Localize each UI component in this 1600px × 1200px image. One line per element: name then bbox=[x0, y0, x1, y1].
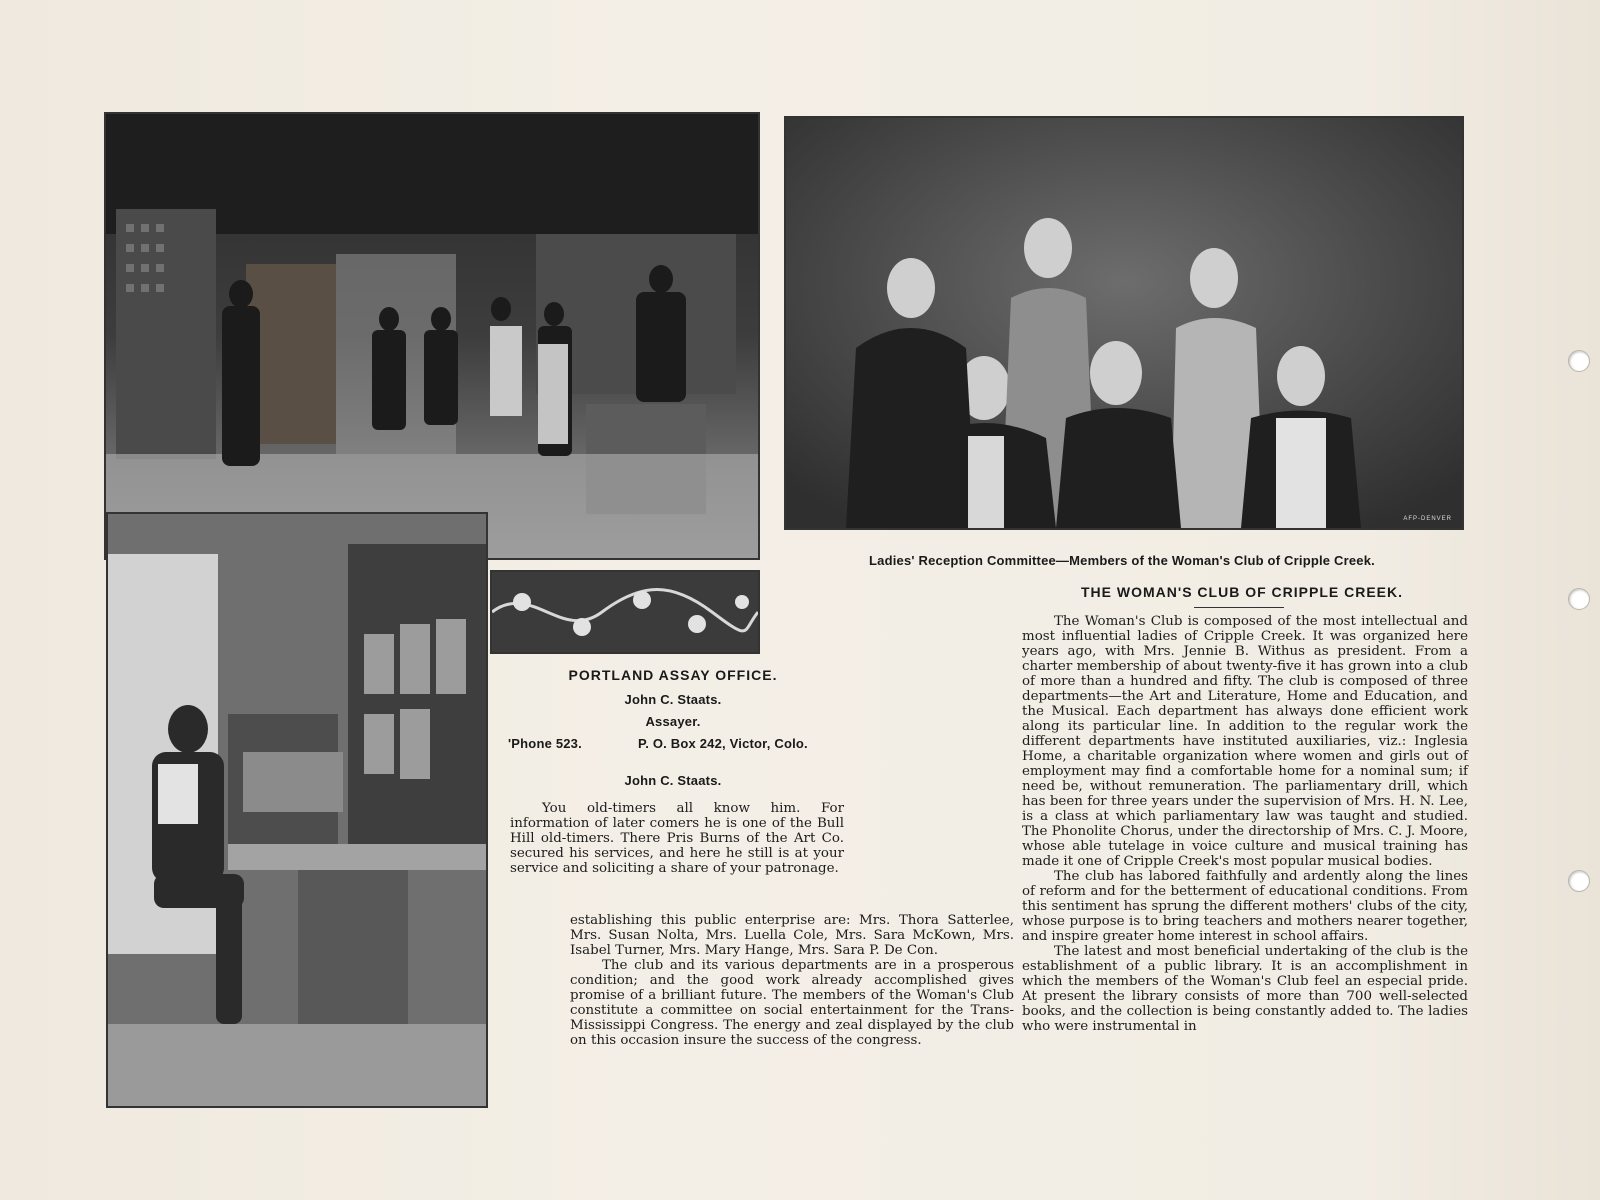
assay-phone: 'Phone 523. bbox=[508, 736, 582, 751]
assay-office-interior-image bbox=[106, 114, 758, 558]
woman-club-heading: THE WOMAN'S CLUB OF CRIPPLE CREEK. bbox=[1081, 584, 1403, 600]
woman-club-body bbox=[1022, 614, 1468, 1034]
ladies-committee-image bbox=[786, 118, 1462, 528]
woman-club-paragraph-3: The latest and most beneficial undertaking of the club is the establishment of a public library. It is an accomplishment in which the members of the Woman's Club feel an especial pride. At present the library consists of more than 700 well-selected books, and the collection is being constantly added to. The ladies who were instrumental in bbox=[1022, 944, 1468, 1034]
woman-club-paragraph-2: The club has labored faithfully and ardently along the lines of reform and for the betterment of educational conditions. From this sentiment has sprung the different mothers' clubs of the city, whose purpose is to bring teachers and mothers nearer together, and inspire greater home interest in school affairs. bbox=[1022, 869, 1468, 944]
woman-club-continued-paragraph-2: The club and its various departments are in a prosperous condition; and the good work already accomplished gives promise of a brilliant future. The members of the Woman's Club constitute a committee on social entertainment for the Trans-Mississippi Congress. The energy and zeal displayed by the club on this occasion insure the success of the congress. bbox=[570, 958, 1014, 1048]
photo-assayer-at-desk bbox=[106, 512, 488, 1108]
assay-owner-name: John C. Staats. bbox=[624, 692, 722, 707]
assay-owner-role: Assayer. bbox=[645, 714, 701, 729]
binder-hole-top bbox=[1568, 350, 1590, 372]
decorative-floral-ornament bbox=[490, 570, 760, 654]
floral-ornament-image bbox=[492, 572, 758, 652]
woman-club-continued bbox=[570, 913, 1014, 1048]
ladies-photo-caption: Ladies' Reception Committee—Members of the Woman's Club of Cripple Creek. bbox=[869, 553, 1375, 568]
assayer-at-desk-image bbox=[108, 514, 486, 1106]
assay-body-paragraph: You old-timers all know him. For information of later comers he is one of the Bull Hill old-timers. There Pris Burns of the Art Co. secured his services, and here he still is at your service and soliciting a share of your patronage. bbox=[510, 801, 844, 876]
binder-hole-middle bbox=[1568, 588, 1590, 610]
assay-body bbox=[510, 801, 844, 876]
assay-office-title: PORTLAND ASSAY OFFICE. bbox=[568, 667, 778, 683]
binder-hole-bottom bbox=[1568, 870, 1590, 892]
assay-address: P. O. Box 242, Victor, Colo. bbox=[638, 736, 808, 751]
woman-club-paragraph-1: The Woman's Club is composed of the most intellectual and most influential ladies of Cripple Creek. It was organized here years ago, with Mrs. Jennie B. Withus as president. From a charter membership of about twenty-five it has grown into a club of more than a hundred and fifty. The club is composed of three departments—the Art and Literature, Home and Education, and the Musical. Each department has always done efficient work along its particular line. In addition to the regular work the different departments have instituted auxiliaries, viz.: Inglesia Home, a charitable organization where women and girls out of employment may find a comfortable home for a nominal sum; if need be, without remuneration. The parliamentary drill, which has been for three years under the supervision of Mrs. H. N. Lee, is a class at which parliamentary law was taught and studied. The Phonolite Chorus, under the directorship of Mrs. C. J. Moore, whose able tutelage in voice culture and musical training has made it one of Cripple Creek's most popular musical bodies. bbox=[1022, 614, 1468, 869]
photo-credit: AFP-DENVER bbox=[1403, 516, 1452, 522]
heading-underline bbox=[1194, 607, 1284, 608]
photo-ladies-committee bbox=[784, 116, 1464, 530]
woman-club-continued-paragraph-1: establishing this public enterprise are: Mrs. Thora Satterlee, Mrs. Susan Nolta, Mrs. Luella Cole, Mrs. Sara McKown, Mrs. Isabel Turner, Mrs. Mary Hange, Mrs. Sara P. De Con. bbox=[570, 913, 1014, 958]
photo-assay-office-interior bbox=[104, 112, 760, 560]
assay-subhead: John C. Staats. bbox=[624, 773, 722, 788]
